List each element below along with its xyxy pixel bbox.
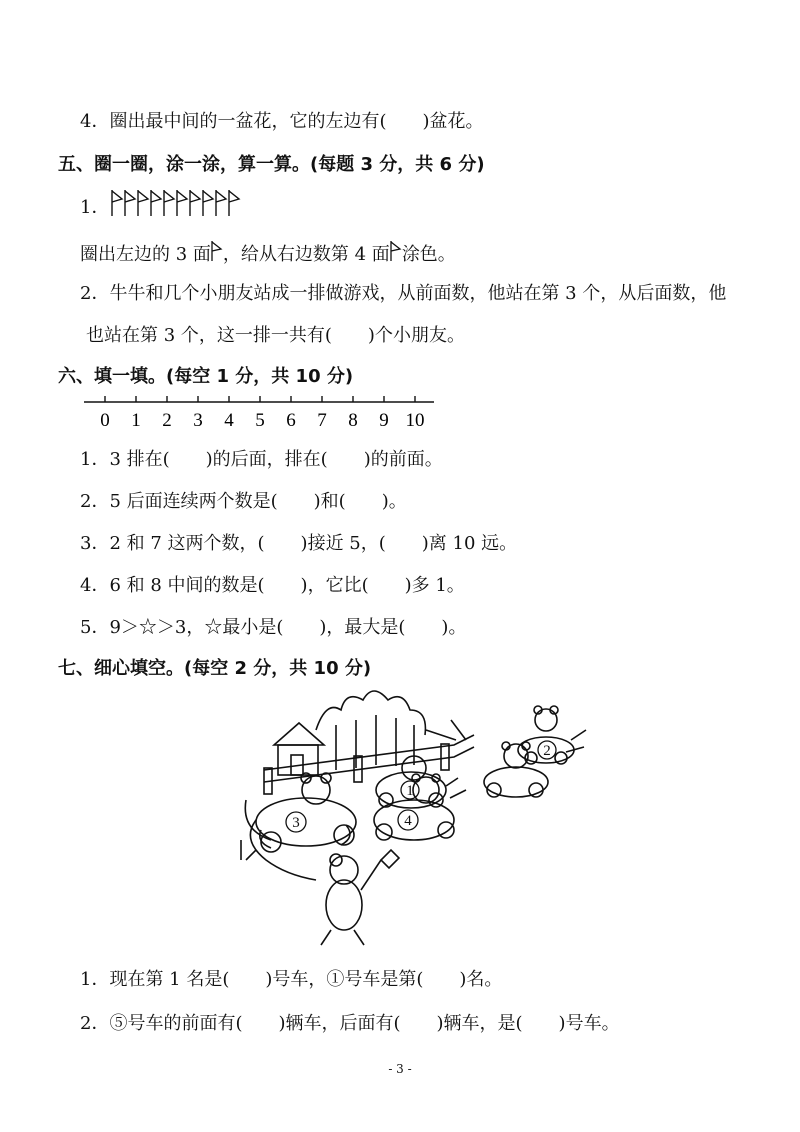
section-6-q2: 2．5 后面连续两个数是( )和( )。 xyxy=(80,491,407,512)
flag-icon xyxy=(229,190,239,216)
car-number-3: 3 xyxy=(292,815,300,831)
number-line-label: 0 xyxy=(100,410,110,431)
flag-icon xyxy=(203,190,213,216)
number-line-label: 7 xyxy=(317,410,327,431)
section-7-title: 七、细心填空。(每空 2 分，共 10 分) xyxy=(58,658,372,679)
flag-icon xyxy=(151,190,161,216)
section-6-q1: 1．3 排在( )的后面，排在( )的前面。 xyxy=(80,449,443,470)
number-line-label: 8 xyxy=(348,410,358,431)
section-5-q2-line-2: 也站在第 3 个，这一排一共有( )个小朋友。 xyxy=(86,325,465,346)
flag-icon xyxy=(190,190,200,216)
section-5-title: 五、圈一圈，涂一涂，算一算。(每题 3 分，共 6 分) xyxy=(58,154,485,175)
flag-row-illustration xyxy=(108,186,248,218)
question-4-circle-middle: 4．圈出最中间的一盆花，它的左边有( )盆花。 xyxy=(80,111,484,132)
flag-icon xyxy=(125,190,135,216)
number-line-label: 3 xyxy=(193,410,203,431)
section-7-q1: 1．现在第 1 名是( )号车，①号车是第( )名。 xyxy=(80,969,503,990)
section-5-q1-instruction xyxy=(80,240,456,267)
flag-icon xyxy=(390,240,402,262)
section-6-title: 六、填一填。(每空 1 分，共 10 分) xyxy=(58,366,354,387)
car-number-4: 4 xyxy=(404,813,412,829)
instruction-part-b: ，给从右边数第 4 面 xyxy=(222,244,390,265)
number-line-label: 4 xyxy=(224,410,234,431)
number-line xyxy=(84,394,434,434)
race-cars-illustration xyxy=(236,690,586,950)
flag-icon xyxy=(216,190,226,216)
section-6-q5: 5．9＞☆＞3，☆最小是( )，最大是( )。 xyxy=(80,617,467,638)
section-5-q1-number: 1． xyxy=(80,197,110,218)
car-number-2: 2 xyxy=(543,743,551,759)
instruction-part-c: 涂色。 xyxy=(401,244,456,265)
section-7-q2: 2．⑤号车的前面有( )辆车，后面有( )辆车，是( )号车。 xyxy=(80,1013,620,1034)
number-line-label: 6 xyxy=(286,410,296,431)
flag-icon xyxy=(112,190,122,216)
section-6-q3: 3．2 和 7 这两个数，( )接近 5，( )离 10 远。 xyxy=(80,533,518,554)
flag-icon xyxy=(177,190,187,216)
car-number-1: 1 xyxy=(406,783,414,799)
number-line-label: 9 xyxy=(379,410,389,431)
number-line-label: 2 xyxy=(162,410,172,431)
flag-icon xyxy=(211,240,223,262)
number-line-label: 5 xyxy=(255,410,265,431)
section-5-q2-line-1: 2．牛牛和几个小朋友站成一排做游戏，从前面数，他站在第 3 个，从后面数，他 xyxy=(80,283,727,304)
page-number: - 3 - xyxy=(388,1062,412,1076)
number-line-label: 10 xyxy=(405,410,425,431)
flag-icon xyxy=(164,190,174,216)
number-line-label: 1 xyxy=(131,410,141,431)
instruction-part-a: 圈出左边的 3 面 xyxy=(80,244,211,265)
section-6-q4: 4．6 和 8 中间的数是( )，它比( )多 1。 xyxy=(80,575,465,596)
flag-icon xyxy=(138,190,148,216)
